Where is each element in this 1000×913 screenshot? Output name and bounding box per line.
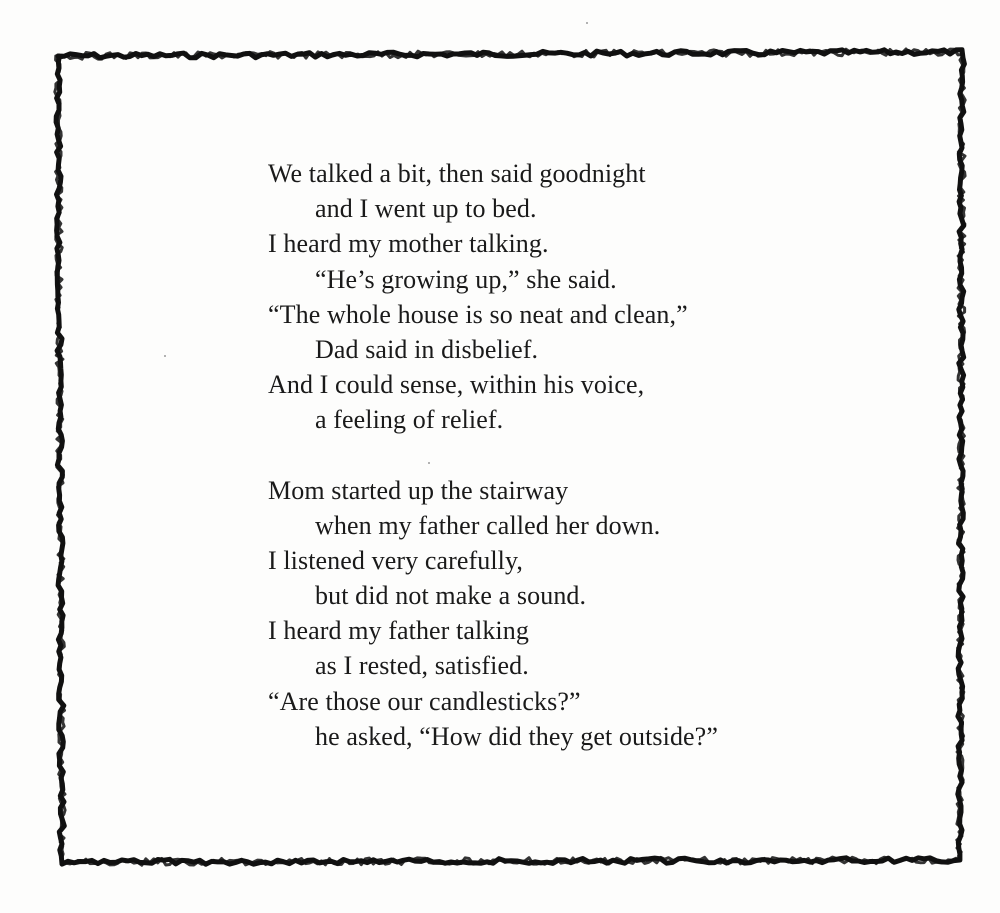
poem-line: and I went up to bed. <box>315 194 537 224</box>
poem-text <box>268 156 828 754</box>
paper-speck <box>164 355 166 357</box>
poem-line: Dad said in disbelief. <box>315 334 539 364</box>
poem-line: I heard my father talking <box>268 616 529 646</box>
poem-line: a feeling of relief. <box>315 405 504 435</box>
stanza-1 <box>268 156 828 438</box>
poem-line: but did not make a sound. <box>315 581 587 611</box>
poem-line: I heard my mother talking. <box>268 229 549 259</box>
poem-line: “The whole house is so neat and clean,” <box>268 299 688 329</box>
poem-line: We talked a bit, then said goodnight <box>268 159 646 188</box>
poem-line: he asked, “How did they get outside?” <box>315 721 718 751</box>
paper-speck <box>586 22 588 24</box>
poem-line: Mom started up the stairway <box>268 475 569 505</box>
stanza-2 <box>268 473 828 755</box>
poem-line: when my father called her down. <box>315 510 661 540</box>
poem-line: I listened very carefully, <box>268 545 524 575</box>
poem-line: as I rested, satisfied. <box>315 651 529 681</box>
poem-line: “Are those our candlesticks?” <box>268 686 581 716</box>
poem-line: And I could sense, within his voice, <box>268 370 645 400</box>
poem-line: “He’s growing up,” she said. <box>315 264 617 294</box>
